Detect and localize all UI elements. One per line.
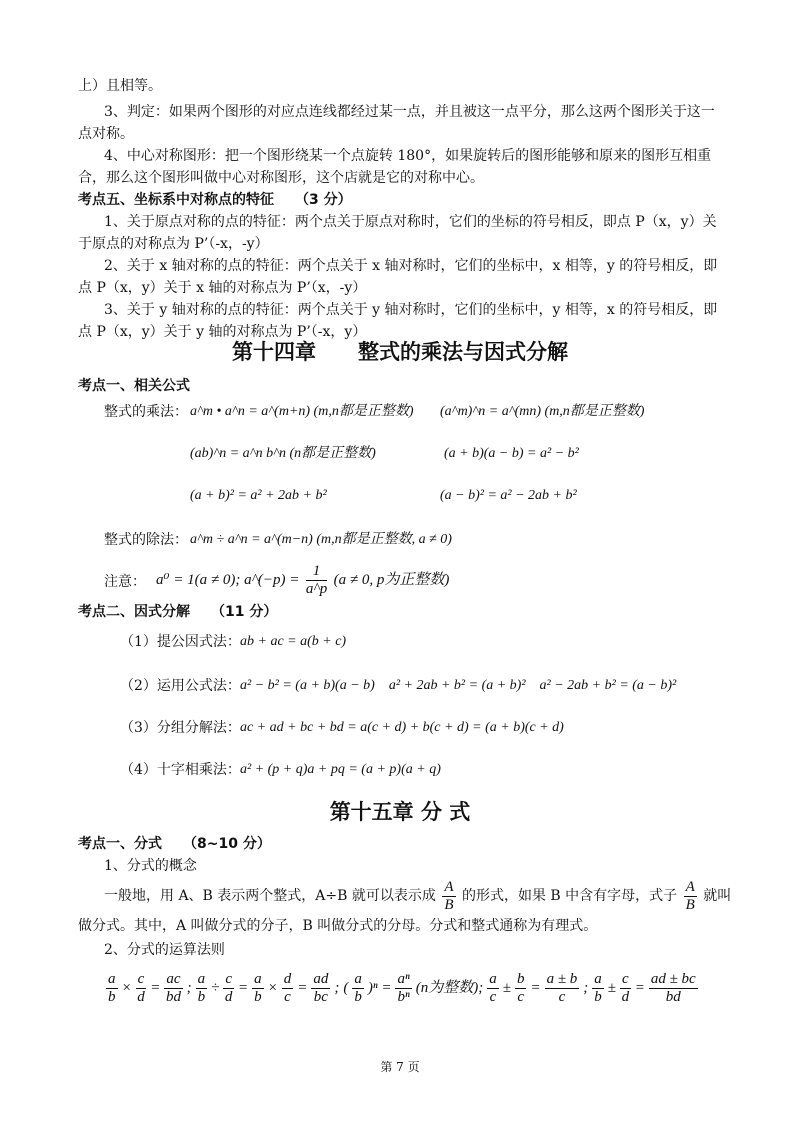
fraction-numerator: ad [313,970,329,987]
fraction-numerator: c [225,970,232,987]
text-line: 2、关于 x 轴对称的点的特征：两个点关于 x 轴对称时，它们的坐标中，x 相等，y 的符号相反，即 [104,258,718,274]
fraction-numerator: d [283,970,292,987]
fraction-numerator: A [444,878,454,895]
fraction [352,971,364,1006]
fraction-numerator: b [516,970,525,987]
fraction [684,879,697,914]
fraction-numerator: a [254,970,262,987]
fraction-rules [104,968,700,1008]
fraction-numerator: a [108,970,116,987]
text-part: 一般地，用 A、B 表示两个整式，A÷B 就可以表示成 [104,888,436,904]
fraction [106,971,118,1006]
text-line: 点 P（x，y）关于 y 轴的对称点为 P’（-x，y） [78,324,367,340]
chapter-title: 第十五章 分 式 [329,800,471,824]
fraction-numerator: c [137,970,145,987]
operator: ± [607,980,617,996]
formula-label: （1）提公因式法： [120,634,241,650]
formula-label: 整式的除法： [104,532,188,548]
fraction-numerator: c [622,970,629,987]
fraction-numerator: a [594,970,602,987]
text-part: 就叫 [703,888,732,904]
formula-label: （4）十字相乘法： [120,762,241,778]
fraction-numerator: ad ± bc [650,970,696,987]
fraction [306,563,327,598]
operator: = [634,980,645,996]
formula: (a^m)^n = a^(mn) (m,n都是正整数) [440,404,645,419]
operator: ÷ [211,980,220,996]
formula-label: （2）运用公式法： [120,678,241,694]
fraction [487,971,499,1006]
fraction-numerator: aⁿ [397,970,410,987]
fraction [223,971,234,1006]
fraction-denominator: b [254,988,262,1005]
concept-line [104,876,731,916]
fraction-denominator: bd [665,988,681,1005]
fraction-denominator: b [354,988,362,1005]
fraction [592,971,604,1006]
text-line: 合，那么这个图形叫做中心对称图形，这个店就是它的对称中心。 [78,170,484,186]
fraction [252,971,264,1006]
fraction [620,971,631,1006]
operator: ; [583,980,589,996]
fraction-denominator: B [444,896,454,913]
chapter-title: 第十四章 整式的乘法与因式分解 [232,340,568,364]
fraction-denominator: d [224,988,233,1005]
fraction-denominator: b [197,988,206,1005]
text-line: 1、关于原点对称的点的特征：两个点关于原点对称时，它们的坐标的符号相反，即点 P（x，y）关 [104,214,717,230]
text-line: 3、判定：如果两个图形的对应点连线都经过某一点，并且被这一点平分，那么这两个图形关于这一 [104,104,715,120]
fraction-numerator: a [197,970,206,987]
formula-label: 注意： [104,574,146,590]
fraction [649,971,698,1006]
text-line: 1、分式的概念 [104,858,197,874]
fraction-denominator: d [137,988,145,1005]
fraction-denominator: bc [313,988,328,1005]
fraction [395,971,411,1006]
fraction-denominator: d [621,988,630,1005]
text-line: 点对称。 [78,126,134,142]
text-line: 点 P（x，y）关于 x 轴的对称点为 P’（x，-y） [78,280,367,296]
operator: )ⁿ = [367,980,392,996]
fraction-denominator: B [685,896,695,913]
fraction-denominator: b [594,988,602,1005]
section-heading: 考点五、坐标系中对称点的特征 （3 分） [78,192,352,208]
operator: × [121,980,132,996]
formula: a^m ÷ a^n = a^(m−n) (m,n都是正整数, a ≠ 0) [190,532,452,547]
section-heading: 考点一、分式 （8~10 分） [78,836,271,852]
operator: = [530,980,541,996]
operator: ; [186,980,192,996]
operator: ( [343,980,349,996]
text-line: 上）且相等。 [78,78,162,94]
fraction-denominator: bd [166,988,181,1005]
fraction-denominator: c [517,988,525,1005]
formula: ab + ac = a(b + c) [240,634,347,649]
page-number: 第 7 页 [380,1060,420,1074]
formula [156,558,449,602]
text-line: 4、中心对称图形：把一个图形绕某一个点旋转 180°，如果旋转后的图形能够和原来的图形互相重 [104,148,712,164]
formula: a² + (p + q)a + pq = (a + p)(a + q) [240,762,441,777]
formula: (ab)^n = a^n b^n (n都是正整数) [190,446,376,461]
operator: ; [334,980,340,996]
formula: (a − b)² = a² − 2ab + b² [440,488,577,503]
text-line: 2、分式的运算法则 [104,942,225,958]
text-line: 做分式。其中，A 叫做分式的分子，B 叫做分式的分母。分式和整式通称为有理式。 [78,918,598,934]
operator: × [267,980,278,996]
fraction [311,971,330,1006]
fraction [282,971,294,1006]
formula: a² − b² = (a + b)(a − b) a² + 2ab + b² = (a + b)² a² − 2ab + b² = (a − b)² [240,678,677,693]
fraction-denominator: b [108,988,116,1005]
operator: = [297,980,308,996]
text-part: 的形式，如果 B 中含有字母，式子 [461,888,678,904]
fraction-denominator: a^p [305,580,328,597]
formula-part: (a ≠ 0, p为正整数) [333,572,450,588]
text-line: 3、关于 y 轴对称的点的特征：两个点关于 y 轴对称时，它们的坐标中，y 相等，x 的符号相反，即 [104,302,718,318]
text-line: 于原点的对称点为 P’（-x，-y） [78,236,269,252]
fraction-numerator: a [354,970,362,987]
formula-part: a⁰ = 1(a ≠ 0); a^(−p) = [156,572,300,588]
formula: (a + b)(a − b) = a² − b² [444,446,579,461]
operator: = [238,980,249,996]
operator: ± [502,980,511,996]
fraction-denominator: c [489,988,497,1005]
fraction-numerator: a ± b [546,970,578,987]
fraction-numerator: ac [166,970,181,987]
fraction-numerator: 1 [306,563,327,581]
fraction [442,879,455,914]
operator: (n为整数); [415,980,484,996]
fraction-numerator: A [685,878,695,895]
formula-label: 整式的乘法： [104,404,188,420]
fraction [196,971,208,1006]
formula-label: （3）分组分解法： [120,720,241,736]
fraction-denominator: c [558,988,566,1005]
fraction [515,971,527,1006]
section-heading: 考点一、相关公式 [78,378,190,394]
fraction-numerator: a [489,970,497,987]
formula: (a + b)² = a² + 2ab + b² [190,488,327,503]
fraction [545,971,580,1006]
formula: ac + ad + bc + bd = a(c + d) + b(c + d) = (a + b)(c + d) [240,720,564,735]
fraction [136,971,147,1006]
fraction [164,971,182,1006]
operator: = [150,980,161,996]
fraction-denominator: bⁿ [397,988,410,1005]
section-heading: 考点二、因式分解 （11 分） [78,604,278,620]
fraction-denominator: c [284,988,291,1005]
formula: a^m • a^n = a^(m+n) (m,n都是正整数) [190,404,414,419]
